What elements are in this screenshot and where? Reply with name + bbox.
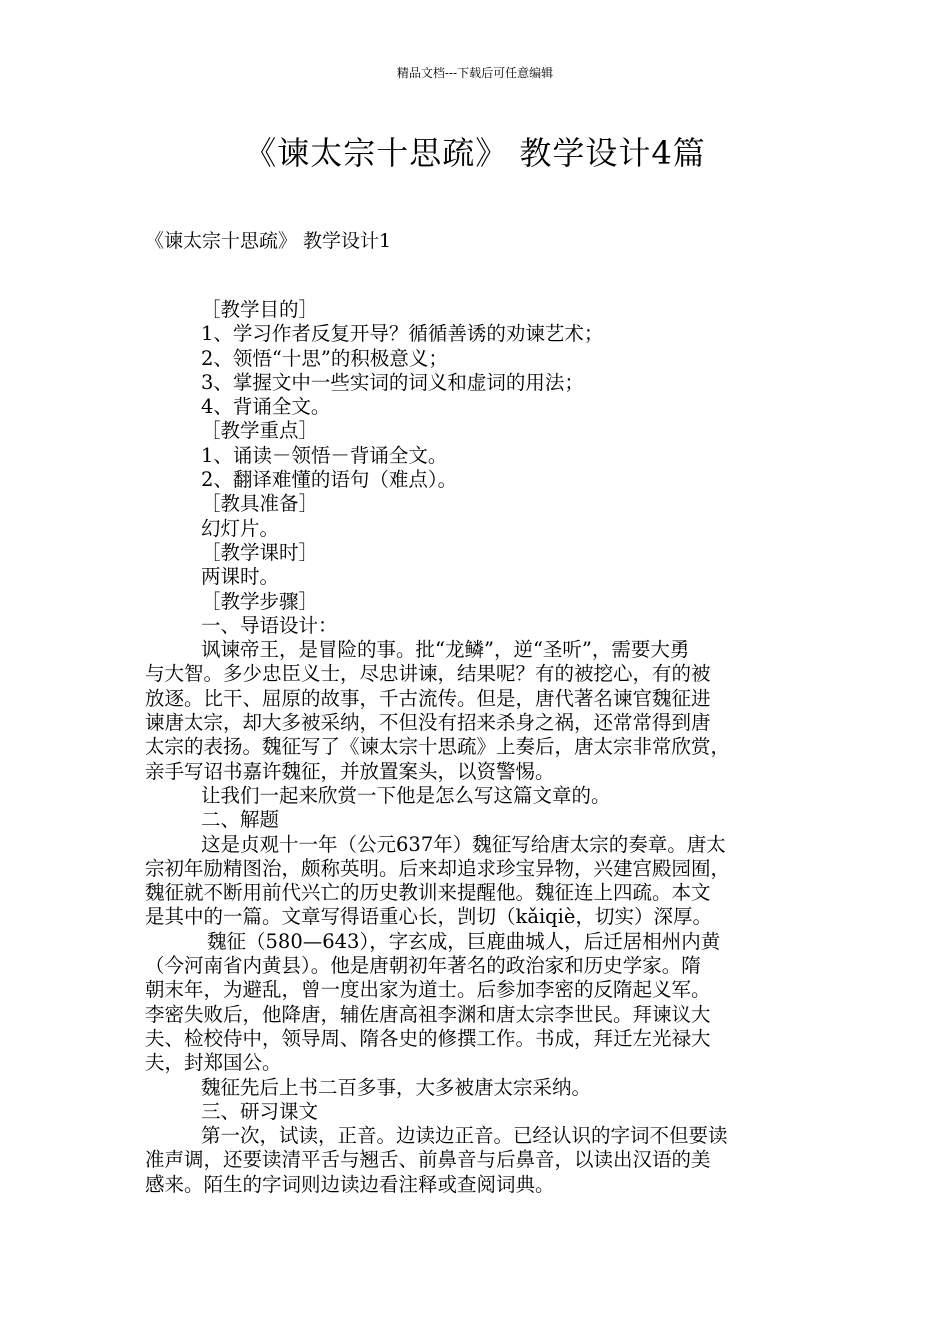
body-line: 放逐。比干、屈原的故事，千古流传。但是，唐代著名谏官魏征进 xyxy=(145,686,711,710)
body-line: ［教具准备］ xyxy=(201,492,319,516)
section-subtitle: 《谏太宗十思疏》 教学设计1 xyxy=(145,230,392,252)
body-line: 第一次，试读，正音。边读边正音。已经认识的字词不但要读 xyxy=(201,1124,728,1148)
body-line: 4、背诵全文。 xyxy=(201,395,331,419)
body-line: 宗初年励精图治，颇称英明。后来却追求珍宝异物，兴建宫殿园囿， xyxy=(145,856,731,880)
body-line: 三、研习课文 xyxy=(201,1099,319,1123)
body-line: ［教学目的］ xyxy=(201,298,319,321)
body-line: 魏征就不断用前代兴亡的历史教训来提醒他。魏征连上四疏。本文 xyxy=(145,881,711,905)
body-line: 幻灯片。 xyxy=(201,516,280,540)
body-line: 与大智。多少忠臣义士，尽忠讲谏，结果呢？有的被挖心，有的被 xyxy=(145,662,711,686)
body-line: （今河南省内黄县）。他是唐朝初年著名的政治家和历史学家。隋 xyxy=(145,954,701,978)
body-line: 2、翻译难懂的语句（难点）。 xyxy=(201,468,458,492)
body-line: 感来。陌生的字词则边读边看注释或查阅词典。 xyxy=(145,1172,555,1196)
body-line: 朝末年，为避乱，曾一度出家为道士。后参加李密的反隋起义军。 xyxy=(145,978,711,1002)
document-title: 《谏太宗十思疏》 教学设计4篇 xyxy=(244,134,706,172)
body-line: 1、学习作者反复开导？循循善诱的劝谏艺术； xyxy=(201,322,604,346)
body-line: 两课时。 xyxy=(201,565,280,589)
body-line: 二、解题 xyxy=(201,808,280,832)
body-line: 这是贞观十一年（公元637年）魏征写给唐太宗的奏章。唐太 xyxy=(201,832,726,856)
body-line: 李密失败后，他降唐，辅佐唐高祖李渊和唐太宗李世民。拜谏议大 xyxy=(145,1002,711,1026)
body-line: 魏征（580—643），字玄成，巨鹿曲城人，后迁居相州内黄 xyxy=(207,929,721,953)
body-line: 准声调，还要读清平舌与翘舌、前鼻音与后鼻音，以读出汉语的美 xyxy=(145,1148,711,1172)
body-line: 讽谏帝王，是冒险的事。批“龙鳞”，逆“圣听”，需要大勇 xyxy=(201,638,690,662)
body-line: 亲手写诏书嘉许魏征，并放置案头，以资警惕。 xyxy=(145,759,555,783)
body-line: 2、领悟“十思”的积极意义； xyxy=(201,346,448,370)
body-line: ［教学步骤］ xyxy=(201,589,319,613)
body-line: ［教学重点］ xyxy=(201,419,319,443)
body-line: 谏唐太宗，却大多被采纳，不但没有招来杀身之祸，还常常得到唐 xyxy=(145,711,711,735)
body-line: 让我们一起来欣赏一下他是怎么写这篇文章的。 xyxy=(201,783,611,807)
body-line: 魏征先后上书二百多事，大多被唐太宗采纳。 xyxy=(201,1075,592,1099)
body-line: 1、诵读－领悟－背诵全文。 xyxy=(201,443,448,467)
body-line: 夫、检校侍中，领导周、隋各史的修撰工作。书成，拜迁左光禄大 xyxy=(145,1026,711,1050)
body-line: ［教学课时］ xyxy=(201,540,319,564)
document-body xyxy=(145,298,805,1197)
body-line: 夫，封郑国公。 xyxy=(145,1051,282,1075)
body-line: 一、导语设计： xyxy=(201,613,338,637)
body-line: 3、掌握文中一些实词的词义和虚词的用法； xyxy=(201,370,584,394)
page-header: 精品文档---下载后可任意编辑 xyxy=(396,66,554,80)
body-line: 太宗的表扬。魏征写了《谏太宗十思疏》上奏后，唐太宗非常欣赏， xyxy=(145,735,731,759)
body-line: 是其中的一篇。文章写得语重心长，剀切（kǎiqiè，切实）深厚。 xyxy=(145,905,712,929)
